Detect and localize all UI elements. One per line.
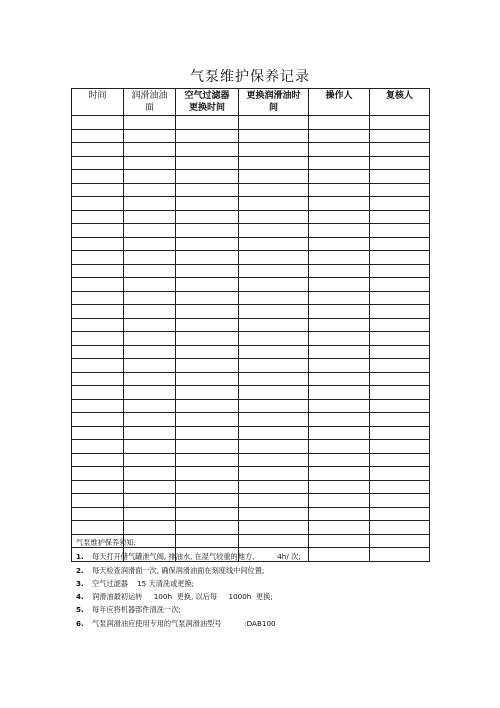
table-cell[interactable] [309, 426, 370, 440]
note-text: 润滑油最初运转 100h 更换, 以后每 1000h 更换; [92, 592, 273, 602]
table-cell[interactable] [176, 345, 239, 359]
table-cell[interactable] [239, 318, 309, 332]
table-cell[interactable] [124, 372, 176, 386]
table-cell[interactable] [176, 372, 239, 386]
table-cell[interactable] [309, 548, 370, 562]
table-cell[interactable] [239, 129, 309, 143]
table-row [72, 453, 430, 467]
table-cell[interactable] [72, 440, 124, 454]
table-cell[interactable] [124, 440, 176, 454]
table-cell[interactable] [309, 467, 370, 481]
table-cell[interactable] [176, 291, 239, 305]
table-cell[interactable] [72, 170, 124, 184]
table-cell[interactable] [239, 278, 309, 292]
table-cell[interactable] [176, 440, 239, 454]
table-cell[interactable] [176, 170, 239, 184]
header-oil-change-time: 更换润滑油时 间 [239, 89, 309, 116]
table-cell[interactable] [239, 237, 309, 251]
note-text: 气泵润滑油应使用专用的气泵润滑油型号 :DAB100 [92, 618, 276, 628]
table-cell[interactable] [176, 399, 239, 413]
table-row [72, 170, 430, 184]
table-cell[interactable] [370, 318, 430, 332]
table-cell[interactable] [370, 237, 430, 251]
table-cell[interactable] [239, 413, 309, 427]
table-cell[interactable] [124, 278, 176, 292]
table-cell[interactable] [72, 264, 124, 278]
table-cell[interactable] [72, 116, 124, 130]
table-cell[interactable] [176, 305, 239, 319]
table-cell[interactable] [176, 156, 239, 170]
table-row [72, 143, 430, 157]
note-text: 每天打开储气罐泄气阀, 排油水, 在湿气较重的地方, 4h/ 次; [92, 552, 301, 562]
table-cell[interactable] [370, 224, 430, 238]
table-cell[interactable] [239, 183, 309, 197]
table-cell[interactable] [124, 170, 176, 184]
table-cell[interactable] [124, 264, 176, 278]
table-cell[interactable] [124, 386, 176, 400]
notes-heading: 气泵维护保养须知: [76, 538, 136, 547]
table-cell[interactable] [124, 143, 176, 157]
table-cell[interactable] [309, 413, 370, 427]
table-cell[interactable] [176, 116, 239, 130]
table-cell[interactable] [124, 359, 176, 373]
table-cell[interactable] [309, 143, 370, 157]
table-cell[interactable] [72, 399, 124, 413]
table-cell[interactable] [239, 453, 309, 467]
header-time: 时间 [72, 89, 124, 116]
table-cell[interactable] [309, 318, 370, 332]
table-cell[interactable] [124, 345, 176, 359]
table-cell[interactable] [239, 440, 309, 454]
header-air-filter-replacement-time: 空气过滤器 更换时间 [176, 89, 239, 116]
table-cell[interactable] [72, 183, 124, 197]
table-cell[interactable] [239, 305, 309, 319]
note-number: 6. [76, 618, 84, 628]
header-operator: 操作人 [309, 89, 370, 116]
table-cell[interactable] [124, 399, 176, 413]
table-cell[interactable] [370, 467, 430, 481]
table-cell[interactable] [72, 156, 124, 170]
note-item [76, 564, 301, 577]
table-cell[interactable] [309, 359, 370, 373]
table-cell[interactable] [176, 197, 239, 211]
table-cell[interactable] [239, 507, 309, 521]
note-number: 3. [76, 578, 84, 588]
table-row [72, 332, 430, 346]
table-cell[interactable] [239, 224, 309, 238]
table-cell[interactable] [309, 116, 370, 130]
table-cell[interactable] [124, 156, 176, 170]
table-row [72, 359, 430, 373]
table-cell[interactable] [176, 251, 239, 265]
table-cell[interactable] [72, 372, 124, 386]
maintenance-notes [76, 536, 301, 630]
table-cell[interactable] [370, 183, 430, 197]
note-item [76, 617, 301, 630]
table-cell[interactable] [239, 291, 309, 305]
table-header-row [72, 89, 430, 116]
table-cell[interactable] [370, 251, 430, 265]
table-cell[interactable] [309, 170, 370, 184]
table-cell[interactable] [309, 480, 370, 494]
table-cell[interactable] [309, 440, 370, 454]
table-cell[interactable] [72, 494, 124, 508]
table-cell[interactable] [176, 386, 239, 400]
table-cell[interactable] [176, 318, 239, 332]
table-cell[interactable] [370, 305, 430, 319]
table-cell[interactable] [370, 264, 430, 278]
table-cell[interactable] [72, 480, 124, 494]
table-cell[interactable] [124, 413, 176, 427]
table-cell[interactable] [370, 453, 430, 467]
table-cell[interactable] [239, 170, 309, 184]
table-cell[interactable] [239, 156, 309, 170]
table-cell[interactable] [309, 183, 370, 197]
table-cell[interactable] [370, 278, 430, 292]
table-cell[interactable] [309, 305, 370, 319]
table-cell[interactable] [370, 210, 430, 224]
table-cell[interactable] [370, 440, 430, 454]
table-row [72, 305, 430, 319]
table-cell[interactable] [124, 116, 176, 130]
table-cell[interactable] [309, 507, 370, 521]
table-cell[interactable] [176, 521, 239, 535]
table-cell[interactable] [124, 291, 176, 305]
table-row [72, 251, 430, 265]
table-cell[interactable] [72, 345, 124, 359]
table-cell[interactable] [124, 480, 176, 494]
table-cell[interactable] [370, 197, 430, 211]
table-cell[interactable] [370, 359, 430, 373]
table-cell[interactable] [176, 507, 239, 521]
table-row [72, 521, 430, 535]
table-cell[interactable] [124, 426, 176, 440]
table-cell[interactable] [124, 332, 176, 346]
table-cell[interactable] [72, 305, 124, 319]
table-row [72, 413, 430, 427]
table-cell[interactable] [72, 413, 124, 427]
table-cell[interactable] [370, 156, 430, 170]
table-cell[interactable] [176, 237, 239, 251]
table-cell[interactable] [239, 251, 309, 265]
table-cell[interactable] [370, 413, 430, 427]
note-text: 每年应将机器部件清洗一次; [92, 605, 181, 615]
table-cell[interactable] [239, 197, 309, 211]
table-cell[interactable] [370, 116, 430, 130]
table-cell[interactable] [72, 426, 124, 440]
table-body [72, 116, 430, 562]
table-cell[interactable] [176, 264, 239, 278]
table-cell[interactable] [176, 494, 239, 508]
table-cell[interactable] [239, 521, 309, 535]
note-number: 2. [76, 565, 84, 575]
table-cell[interactable] [309, 210, 370, 224]
table-row [72, 129, 430, 143]
table-cell[interactable] [239, 210, 309, 224]
table-cell[interactable] [176, 480, 239, 494]
table-cell[interactable] [239, 494, 309, 508]
table-row [72, 480, 430, 494]
table-row [72, 197, 430, 211]
maintenance-log-table [71, 88, 430, 562]
table-cell[interactable] [124, 453, 176, 467]
table-cell[interactable] [370, 372, 430, 386]
table-cell[interactable] [309, 251, 370, 265]
table-cell[interactable] [176, 278, 239, 292]
note-number: 5. [76, 605, 84, 615]
table-cell[interactable] [176, 426, 239, 440]
table-cell[interactable] [124, 129, 176, 143]
table-row [72, 386, 430, 400]
table-cell[interactable] [124, 521, 176, 535]
note-item [76, 603, 301, 616]
table-cell[interactable] [176, 224, 239, 238]
table-row [72, 183, 430, 197]
table-cell[interactable] [370, 534, 430, 548]
table-cell[interactable] [239, 372, 309, 386]
table-row [72, 399, 430, 413]
table-cell[interactable] [309, 399, 370, 413]
table-cell[interactable] [176, 359, 239, 373]
table-cell[interactable] [124, 467, 176, 481]
table-cell[interactable] [370, 143, 430, 157]
table-row [72, 507, 430, 521]
table-cell[interactable] [239, 426, 309, 440]
table-cell[interactable] [370, 386, 430, 400]
table-cell[interactable] [309, 291, 370, 305]
note-number: 1. [76, 552, 84, 562]
table-cell[interactable] [239, 480, 309, 494]
table-row [72, 440, 430, 454]
table-cell[interactable] [309, 237, 370, 251]
table-cell[interactable] [370, 332, 430, 346]
table-row [72, 467, 430, 481]
header-reviewer: 复核人 [370, 89, 430, 116]
note-text: 每天检查润滑面一次, 确保润滑油面在刻度线中间位置; [92, 565, 265, 575]
table-cell[interactable] [72, 210, 124, 224]
table-cell[interactable] [370, 480, 430, 494]
table-cell[interactable] [72, 224, 124, 238]
table-cell[interactable] [124, 305, 176, 319]
table-cell[interactable] [309, 156, 370, 170]
table-cell[interactable] [370, 291, 430, 305]
table-cell[interactable] [239, 143, 309, 157]
table-row [72, 116, 430, 130]
table-row [72, 264, 430, 278]
table-cell[interactable] [72, 251, 124, 265]
table-row [72, 210, 430, 224]
table-cell[interactable] [309, 534, 370, 548]
table-cell[interactable] [370, 345, 430, 359]
table-cell[interactable] [370, 170, 430, 184]
table-cell[interactable] [239, 467, 309, 481]
table-cell[interactable] [124, 224, 176, 238]
table-cell[interactable] [176, 453, 239, 467]
table-cell[interactable] [370, 426, 430, 440]
table-cell[interactable] [124, 210, 176, 224]
table-cell[interactable] [239, 399, 309, 413]
table-cell[interactable] [309, 345, 370, 359]
table-row [72, 494, 430, 508]
note-item [76, 590, 301, 603]
table-row [72, 156, 430, 170]
table-cell[interactable] [176, 129, 239, 143]
table-cell[interactable] [72, 521, 124, 535]
page-title: 气泵维护保养记录 [190, 69, 310, 85]
table-cell[interactable] [309, 453, 370, 467]
table-cell[interactable] [309, 494, 370, 508]
note-text: 空气过滤器 15 天清洗或更换; [92, 578, 195, 588]
table-cell[interactable] [72, 143, 124, 157]
notes-list [76, 550, 301, 630]
table-cell[interactable] [176, 332, 239, 346]
table-cell[interactable] [124, 318, 176, 332]
note-item [76, 577, 301, 590]
table-cell[interactable] [176, 183, 239, 197]
table-cell[interactable] [72, 453, 124, 467]
header-oil-level: 润滑油油 面 [124, 89, 176, 116]
table-row [72, 372, 430, 386]
table-cell[interactable] [124, 237, 176, 251]
table-cell[interactable] [176, 467, 239, 481]
table-cell[interactable] [176, 210, 239, 224]
table-cell[interactable] [72, 359, 124, 373]
table-cell[interactable] [72, 278, 124, 292]
table-row [72, 291, 430, 305]
note-item [76, 550, 301, 563]
table-cell[interactable] [370, 494, 430, 508]
table-cell[interactable] [239, 386, 309, 400]
table-cell[interactable] [72, 291, 124, 305]
table-cell[interactable] [72, 507, 124, 521]
table-cell[interactable] [309, 129, 370, 143]
table-cell[interactable] [309, 224, 370, 238]
table-row [72, 318, 430, 332]
table-cell[interactable] [309, 197, 370, 211]
table-cell[interactable] [124, 183, 176, 197]
table-cell[interactable] [124, 197, 176, 211]
table-cell[interactable] [309, 332, 370, 346]
table-cell[interactable] [72, 386, 124, 400]
table-cell[interactable] [72, 129, 124, 143]
table-cell[interactable] [72, 332, 124, 346]
table-cell[interactable] [309, 278, 370, 292]
table-cell[interactable] [124, 251, 176, 265]
table-cell[interactable] [239, 116, 309, 130]
table-row [72, 345, 430, 359]
table-cell[interactable] [72, 237, 124, 251]
table-cell[interactable] [72, 318, 124, 332]
table-cell[interactable] [239, 345, 309, 359]
table-cell[interactable] [124, 507, 176, 521]
table-cell[interactable] [309, 264, 370, 278]
table-cell[interactable] [239, 359, 309, 373]
table-row [72, 224, 430, 238]
table-cell[interactable] [370, 129, 430, 143]
table-cell[interactable] [239, 264, 309, 278]
table-row [72, 278, 430, 292]
table-cell[interactable] [309, 386, 370, 400]
table-cell[interactable] [239, 332, 309, 346]
table-cell[interactable] [370, 399, 430, 413]
table-cell[interactable] [176, 143, 239, 157]
table-cell[interactable] [176, 413, 239, 427]
table-cell[interactable] [309, 372, 370, 386]
table-cell[interactable] [124, 494, 176, 508]
table-row [72, 426, 430, 440]
table-cell[interactable] [370, 521, 430, 535]
note-number: 4. [76, 592, 84, 602]
table-cell[interactable] [309, 521, 370, 535]
table-cell[interactable] [72, 197, 124, 211]
table-row [72, 237, 430, 251]
table-cell[interactable] [370, 507, 430, 521]
table-cell[interactable] [72, 467, 124, 481]
table-cell[interactable] [370, 548, 430, 562]
